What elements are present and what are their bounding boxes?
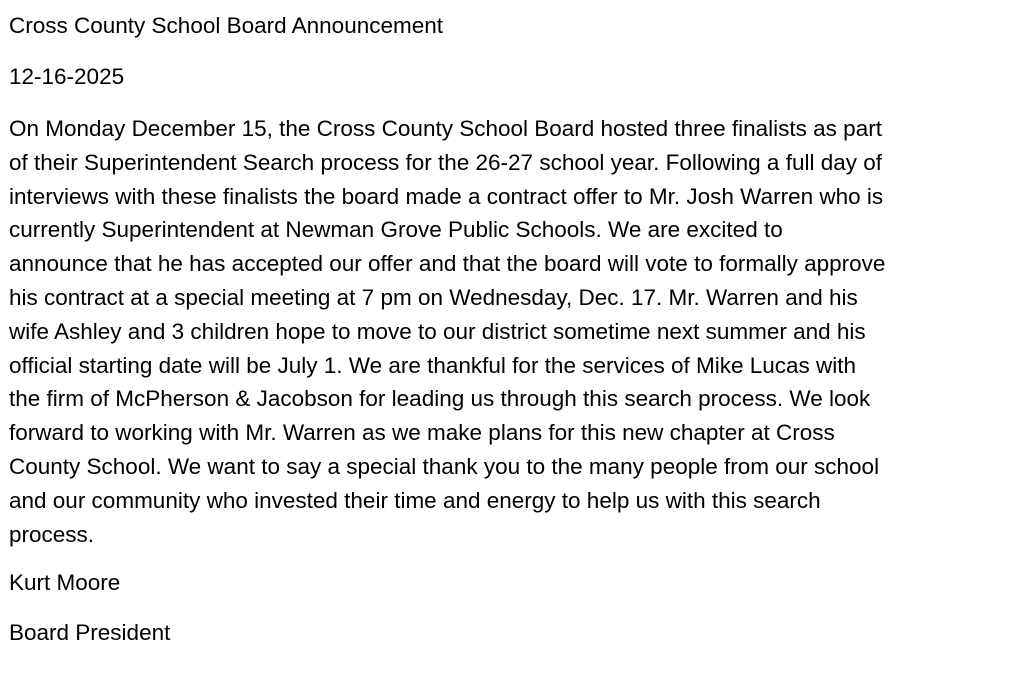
body-line: official starting date will be July 1. We are thankful for the services of Mike Lucas with	[9, 352, 857, 378]
body-line: and our community who invested their time and energy to help us with this search	[9, 487, 821, 513]
body-line: of their Superintendent Search process for the 26-27 school year. Following a full day of	[9, 149, 883, 175]
body-line: On Monday December 15, the Cross County School Board hosted three finalists as part	[9, 116, 882, 141]
body-line: forward to working with Mr. Warren as we make plans for this new chapter at Cross	[9, 420, 835, 446]
body-line: the firm of McPherson & Jacobson for leading us through this search process. We look	[9, 386, 871, 412]
signature-name: Kurt Moore	[9, 570, 121, 596]
announcement-date: 12-16-2025	[9, 64, 125, 89]
body-line: announce that he has accepted our offer and that the board will vote to formally approve	[9, 251, 886, 277]
body-line: County School. We want to say a special thank you to the many people from our school	[9, 453, 880, 479]
announcement-document	[9, 10, 1009, 649]
announcement-title: Cross County School Board Announcement	[9, 13, 444, 38]
body-line: currently Superintendent at Newman Grove Public Schools. We are excited to	[9, 217, 783, 243]
signature-title: Board President	[9, 620, 171, 646]
announcement-body	[9, 112, 1009, 551]
body-line: process.	[9, 521, 95, 547]
body-line: his contract at a special meeting at 7 pm on Wednesday, Dec. 17. Mr. Warren and his	[9, 284, 858, 310]
body-line: interviews with these finalists the board made a contract offer to Mr. Josh Warren who is	[9, 183, 884, 209]
body-line: wife Ashley and 3 children hope to move to our district sometime next summer and his	[9, 318, 866, 344]
